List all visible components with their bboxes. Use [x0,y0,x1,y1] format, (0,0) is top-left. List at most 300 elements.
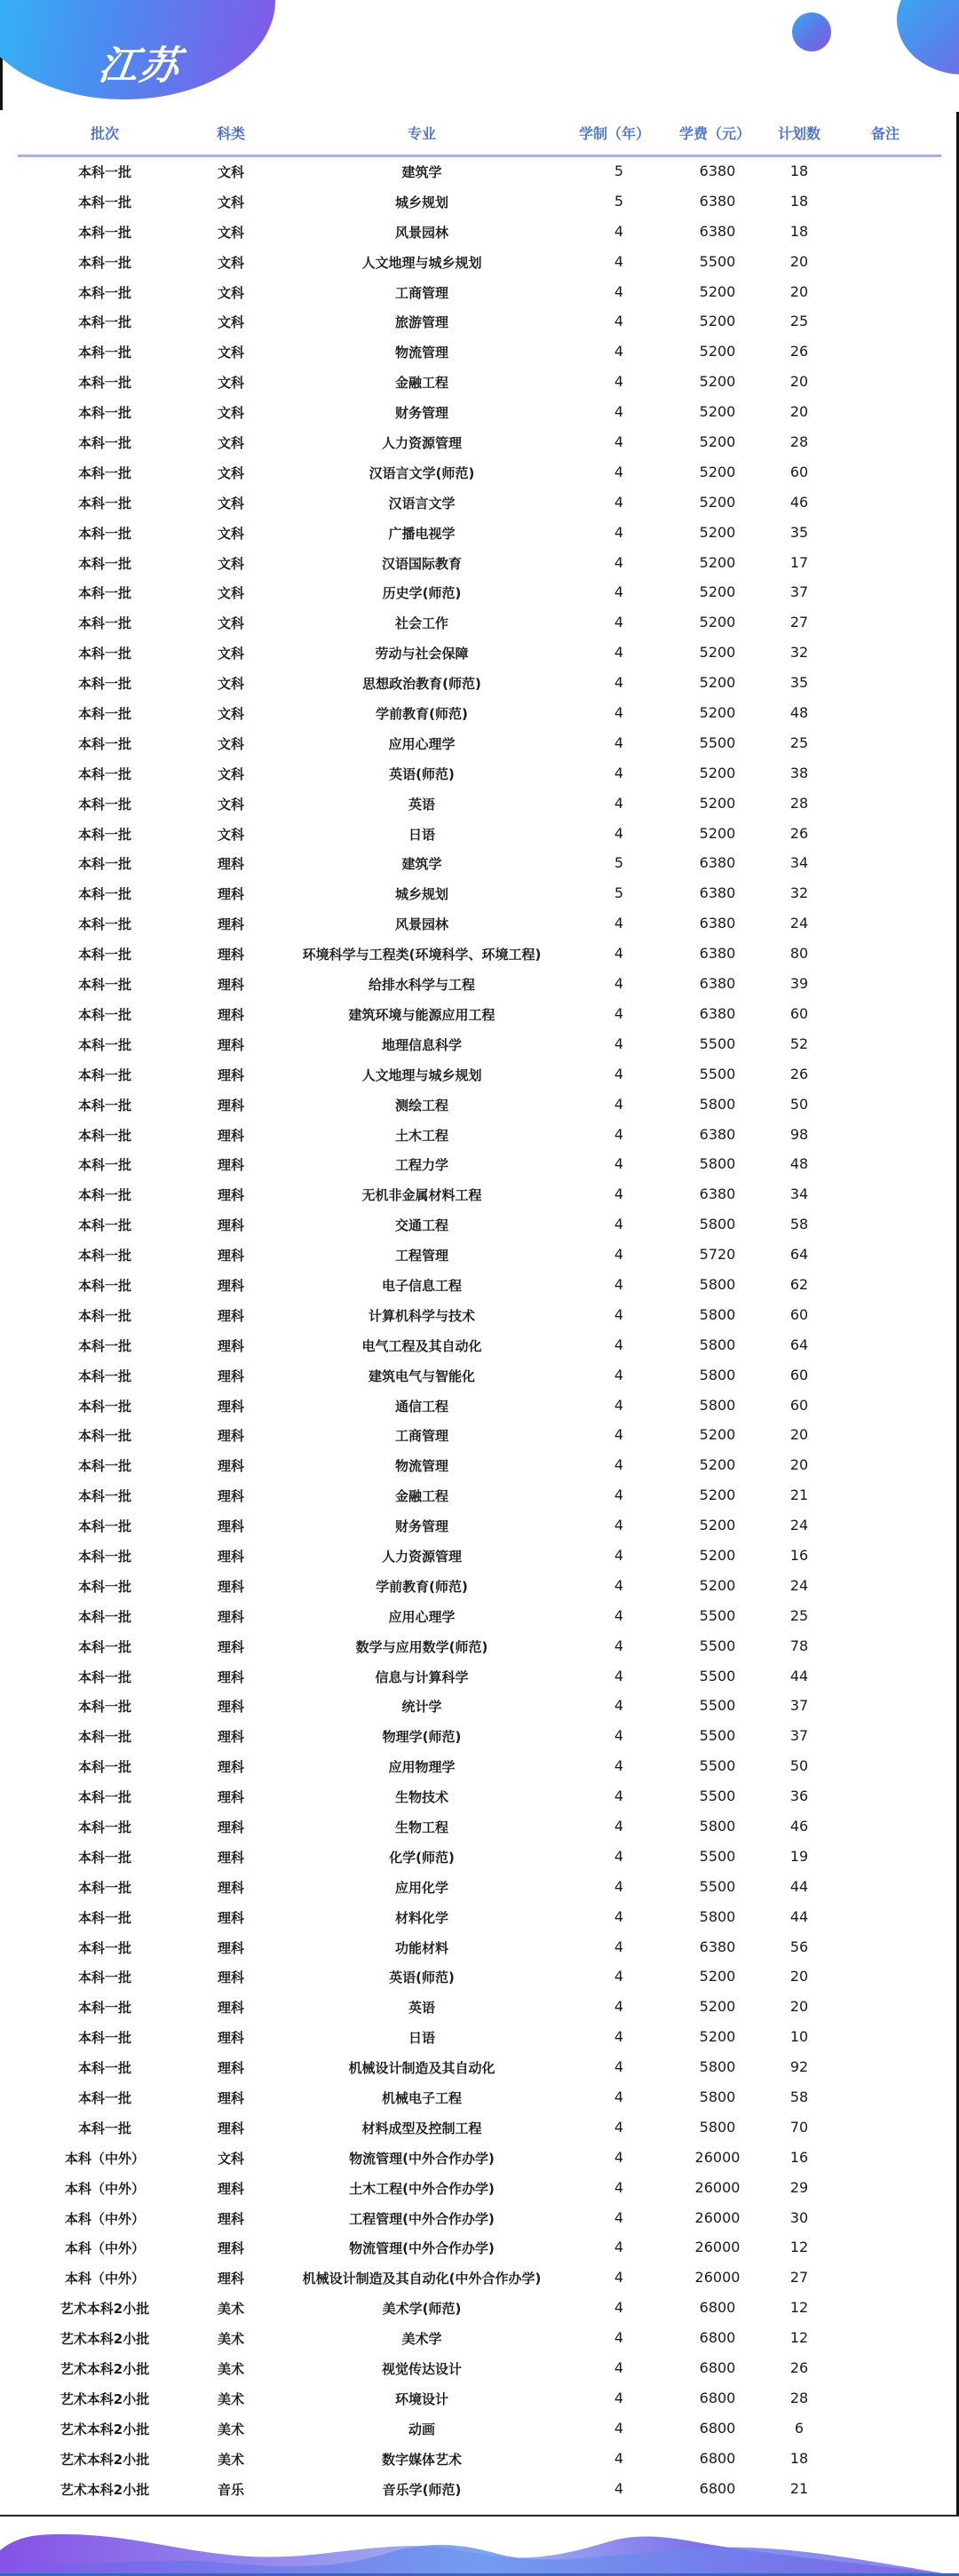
cell-major: 应用化学 [394,1879,449,1896]
cell-batch: 本科一批 [77,284,132,301]
cell-batch: 本科一批 [77,615,132,632]
cell-batch: 本科一批 [77,1608,132,1625]
cell-category: 理科 [217,2271,245,2287]
table-row [0,2203,959,2233]
cell-quota: 56 [789,1938,809,1955]
cell-major: 英语 [408,2000,436,2017]
cell-quota: 20 [789,282,809,300]
page-title: 江苏 [95,44,184,89]
cell-duration: 4 [614,945,624,963]
cell-major: 人文地理与城乡规划 [361,254,482,271]
cell-tuition: 5800 [699,2058,736,2076]
table-row [0,668,959,698]
cell-tuition: 5200 [699,2028,736,2046]
table-row [0,217,959,247]
table-row [0,2323,959,2353]
cell-quota: 18 [789,222,809,240]
table-row [0,2414,959,2444]
cell-tuition: 5200 [699,1486,736,1504]
cell-tuition: 5200 [699,824,736,842]
cell-major: 应用物理学 [388,1759,456,1776]
cell-tuition: 6380 [699,945,736,963]
cell-duration: 4 [614,433,624,451]
cell-quota: 20 [789,252,809,270]
cell-tuition: 5200 [699,1517,736,1534]
cell-category: 文科 [217,585,245,602]
cell-category: 文科 [217,706,245,723]
cell-category: 理科 [217,1006,245,1023]
cell-tuition: 5200 [699,282,736,300]
cell-duration: 4 [614,1486,624,1504]
table-row [0,1902,959,1932]
cell-tuition: 5200 [699,1456,736,1474]
cell-quota: 24 [789,1517,809,1534]
cell-major: 信息与计算科学 [375,1668,469,1685]
cell-major: 人力资源管理 [381,435,463,452]
cell-major: 环境设计 [394,2390,449,2407]
cell-major: 旅游管理 [394,314,449,331]
table-row [0,1300,959,1330]
cell-quota: 62 [789,1275,809,1293]
table-row [0,2293,959,2323]
column-header-category: 科类 [216,125,246,142]
cell-major: 日语 [408,826,436,843]
cell-quota: 25 [789,733,809,751]
cell-major: 功能材料 [394,1939,449,1956]
cell-category: 文科 [217,495,245,511]
cell-category: 文科 [217,826,245,843]
table-row [0,1631,959,1661]
cell-duration: 4 [614,1275,624,1293]
cell-tuition: 5800 [699,1366,736,1383]
cell-quota: 17 [789,553,809,571]
cell-duration: 4 [614,373,624,391]
cell-quota: 34 [789,854,809,872]
cell-duration: 4 [614,1095,624,1113]
cell-category: 理科 [217,1849,245,1866]
cell-major: 人文地理与城乡规划 [361,1066,482,1083]
cell-quota: 21 [789,1486,809,1504]
cell-quota: 20 [789,373,809,391]
table-row [0,878,959,908]
cell-category: 文科 [217,194,245,210]
table-row [0,2143,959,2173]
cell-batch: 本科一批 [77,1518,132,1535]
cell-tuition: 5200 [699,553,736,571]
table-row [0,1360,959,1391]
cell-duration: 4 [614,1426,624,1444]
cell-tuition: 5200 [699,764,736,781]
cell-batch: 本科一批 [77,1157,132,1174]
cell-tuition: 6800 [699,2419,736,2437]
cell-duration: 4 [614,614,624,631]
cell-major: 建筑环境与能源应用工程 [348,1006,495,1023]
cell-major: 地理信息科学 [381,1036,463,1053]
cell-duration: 4 [614,2479,624,2497]
cell-duration: 4 [614,1757,624,1775]
cell-major: 化学(师范) [389,1849,455,1866]
cell-quota: 27 [789,614,809,631]
cell-batch: 本科一批 [77,1638,132,1655]
cell-batch: 本科一批 [77,2120,132,2136]
cell-batch: 本科一批 [77,1398,132,1415]
cell-quota: 28 [789,2389,809,2406]
cell-major: 日语 [408,2030,436,2047]
cell-batch: 本科一批 [77,164,132,180]
cell-tuition: 5800 [699,1155,736,1173]
cell-quota: 48 [789,704,809,722]
cell-batch: 本科一批 [77,765,132,782]
cell-batch: 艺术本科2小批 [59,2361,150,2378]
cell-tuition: 5800 [699,1305,736,1323]
cell-category: 文科 [217,735,245,752]
cell-quota: 20 [789,1968,809,1986]
cell-major: 给排水科学与工程 [368,977,476,994]
cell-batch: 本科一批 [77,1849,132,1866]
table-row [0,1450,959,1480]
cell-tuition: 6800 [699,2389,736,2406]
cell-category: 美术 [217,2301,245,2318]
cell-quota: 26 [789,824,809,842]
cell-category: 理科 [217,1248,245,1264]
cell-tuition: 6800 [699,2449,736,2467]
cell-category: 理科 [217,1909,245,1926]
cell-tuition: 5200 [699,1576,736,1594]
cell-category: 理科 [217,1668,245,1685]
cell-quota: 30 [789,2208,809,2226]
cell-category: 文科 [217,525,245,542]
cell-category: 文科 [217,314,245,331]
cell-tuition: 5800 [699,1907,736,1925]
cell-major: 英语(师范) [389,1970,455,1986]
cell-batch: 本科（中外） [64,2150,146,2167]
cell-duration: 4 [614,222,624,240]
cell-major: 物流管理(中外合作办学) [349,2150,495,2167]
cell-batch: 本科一批 [77,1036,132,1053]
cell-major: 广播电视学 [388,525,456,542]
cell-batch: 本科一批 [77,405,132,422]
cell-category: 美术 [217,2451,245,2468]
cell-tuition: 5500 [699,1847,736,1865]
cell-batch: 本科一批 [77,1699,132,1716]
cell-tuition: 5200 [699,1546,736,1564]
cell-batch: 本科一批 [77,1428,132,1445]
cell-quota: 50 [789,1757,809,1775]
cell-quota: 35 [789,523,809,541]
cell-duration: 4 [614,493,624,511]
cell-major: 财务管理 [394,405,449,422]
cell-major: 历史学(师范) [382,585,462,602]
cell-quota: 19 [789,1847,809,1865]
cell-major: 通信工程 [394,1398,449,1415]
cell-quota: 25 [789,313,809,330]
cell-batch: 本科一批 [77,1307,132,1324]
cell-tuition: 6380 [699,975,736,993]
cell-major: 应用心理学 [388,735,456,752]
table-row [0,2232,959,2263]
cell-quota: 16 [789,2148,809,2166]
cell-quota: 64 [789,1246,809,1264]
cell-duration: 4 [614,1366,624,1383]
table-row [0,1209,959,1240]
cell-tuition: 5200 [699,463,736,480]
cell-category: 理科 [217,1307,245,1324]
table-row [0,607,959,638]
cell-tuition: 5200 [699,343,736,361]
cell-tuition: 6800 [699,2479,736,2497]
table-row [0,2474,959,2504]
cell-batch: 本科一批 [77,1548,132,1565]
cell-tuition: 5200 [699,313,736,330]
cell-batch: 本科一批 [77,1970,132,1986]
cell-quota: 60 [789,1004,809,1022]
cell-category: 理科 [217,1127,245,1144]
cell-batch: 本科一批 [77,314,132,331]
cell-quota: 12 [789,2239,809,2256]
cell-category: 理科 [217,1097,245,1114]
cell-batch: 本科一批 [77,345,132,361]
cell-category: 理科 [217,2000,245,2017]
cell-major: 社会工作 [394,615,449,632]
cell-quota: 18 [789,192,809,210]
cell-batch: 艺术本科2小批 [59,2451,150,2468]
cell-major: 统计学 [401,1699,442,1716]
cell-tuition: 5800 [699,2089,736,2105]
cell-quota: 52 [789,1034,809,1052]
table-row [0,548,959,578]
cell-tuition: 6380 [699,1185,736,1203]
cell-quota: 25 [789,1606,809,1624]
column-header-quota: 计划数 [777,125,821,142]
table-row [0,1480,959,1510]
table-row [0,1691,959,1721]
table-row [0,969,959,999]
cell-quota: 60 [789,463,809,480]
cell-batch: 本科（中外） [64,2210,146,2227]
cell-batch: 本科一批 [77,1277,132,1294]
table-row [0,1932,959,1962]
cell-category: 理科 [217,1187,245,1204]
cell-tuition: 5200 [699,794,736,812]
cell-duration: 4 [614,523,624,541]
cell-duration: 4 [614,824,624,842]
cell-duration: 4 [614,2269,624,2287]
cell-category: 理科 [217,1759,245,1776]
cell-tuition: 5500 [699,1637,736,1654]
cell-duration: 4 [614,2178,624,2196]
cell-batch: 本科一批 [77,1006,132,1023]
cell-batch: 本科一批 [77,826,132,843]
cell-duration: 4 [614,1787,624,1805]
cell-quota: 27 [789,2269,809,2287]
table-row [0,819,959,849]
cell-duration: 4 [614,1517,624,1534]
cell-major: 交通工程 [394,1217,449,1234]
cell-batch: 艺术本科2小批 [59,2331,150,2348]
cell-quota: 28 [789,794,809,812]
cell-major: 工程管理 [394,1248,449,1264]
table-row [0,1179,959,1209]
cell-category: 理科 [217,2240,245,2257]
cell-category: 理科 [217,947,245,963]
cell-batch: 本科一批 [77,585,132,602]
cell-duration: 5 [614,884,624,902]
cell-quota: 6 [794,2419,804,2437]
cell-duration: 4 [614,1576,624,1594]
cell-major: 物理学(师范) [382,1729,462,1746]
cell-duration: 4 [614,733,624,751]
cell-tuition: 5500 [699,1787,736,1805]
cell-quota: 37 [789,1727,809,1745]
cell-duration: 4 [614,1938,624,1955]
cell-tuition: 5200 [699,493,736,511]
cell-tuition: 6380 [699,192,736,210]
table-row [0,1601,959,1631]
cell-major: 思想政治教育(师范) [362,676,481,693]
table-row [0,789,959,819]
table-row [0,1872,959,1902]
cell-tuition: 5800 [699,1817,736,1835]
cell-quota: 36 [789,1787,809,1805]
cell-category: 文科 [217,435,245,452]
table-row [0,1149,959,1179]
cell-duration: 4 [614,1305,624,1323]
cell-batch: 本科一批 [77,1729,132,1746]
cell-duration: 4 [614,1727,624,1745]
table-row [0,1090,959,1120]
cell-major: 数字媒体艺术 [381,2451,463,2468]
cell-duration: 4 [614,2389,624,2406]
cell-quota: 37 [789,583,809,601]
cell-batch: 本科一批 [77,977,132,994]
table-row [0,337,959,367]
cell-quota: 35 [789,674,809,692]
cell-quota: 16 [789,1546,809,1564]
table-row [0,487,959,518]
cell-quota: 64 [789,1336,809,1353]
table-row [0,186,959,217]
cell-batch: 本科一批 [77,1488,132,1505]
cell-tuition: 5800 [699,2118,736,2136]
cell-duration: 4 [614,2148,624,2166]
table-row [0,1120,959,1150]
table-row [0,1029,959,1059]
table-row [0,2383,959,2414]
cell-tuition: 5200 [699,373,736,391]
cell-batch: 本科一批 [77,1066,132,1083]
cell-batch: 本科一批 [77,2000,132,2017]
cell-duration: 5 [614,854,624,872]
cell-tuition: 5500 [699,1667,736,1684]
cell-quota: 12 [789,2299,809,2317]
cell-tuition: 5800 [699,1095,736,1113]
cell-tuition: 5200 [699,704,736,722]
cell-duration: 4 [614,463,624,480]
cell-tuition: 6800 [699,2299,736,2317]
cell-duration: 4 [614,915,624,932]
cell-duration: 4 [614,1667,624,1684]
cell-quota: 60 [789,1366,809,1383]
cell-category: 文科 [217,555,245,572]
cell-duration: 4 [614,1396,624,1414]
cell-duration: 5 [614,162,624,179]
cell-major: 工商管理 [394,1428,449,1445]
cell-quota: 44 [789,1667,809,1684]
cell-quota: 58 [789,1216,809,1233]
cell-batch: 本科一批 [77,1337,132,1354]
cell-duration: 4 [614,1606,624,1624]
cell-major: 建筑学 [401,856,442,873]
cell-major: 建筑电气与智能化 [368,1367,476,1384]
cell-category: 理科 [217,1277,245,1294]
cell-category: 文科 [217,405,245,422]
cell-major: 电子信息工程 [381,1277,463,1294]
cell-major: 风景园林 [394,224,449,241]
cell-batch: 本科一批 [77,1939,132,1956]
cell-major: 机械电子工程 [381,2090,463,2106]
cell-batch: 本科一批 [77,2060,132,2077]
cell-tuition: 26000 [694,2269,741,2287]
cell-category: 文科 [217,615,245,632]
column-header-duration: 学制（年） [578,125,651,142]
table-row [0,758,959,789]
cell-batch: 本科一批 [77,646,132,662]
cell-duration: 4 [614,2419,624,2437]
cell-category: 理科 [217,1458,245,1475]
column-header-tuition: 学费（元） [678,125,751,142]
cell-tuition: 5200 [699,614,736,631]
cell-duration: 4 [614,343,624,361]
table-row [0,1059,959,1090]
cell-major: 学前教育(师范) [376,706,468,723]
cell-duration: 4 [614,252,624,270]
cell-quota: 44 [789,1877,809,1895]
cell-tuition: 26000 [694,2178,741,2196]
table-row [0,2052,959,2082]
cell-category: 文科 [217,646,245,662]
table-row [0,2022,959,2052]
cell-tuition: 6800 [699,2359,736,2377]
cell-quota: 46 [789,1817,809,1835]
table-row [0,638,959,668]
cell-quota: 39 [789,975,809,993]
cell-batch: 艺术本科2小批 [59,2301,150,2318]
cell-quota: 21 [789,2479,809,2497]
cell-quota: 20 [789,1456,809,1474]
cell-quota: 24 [789,1576,809,1594]
cell-category: 文科 [217,2150,245,2167]
cell-tuition: 26000 [694,2148,741,2166]
cell-quota: 38 [789,764,809,781]
cell-duration: 4 [614,1847,624,1865]
cell-major: 环境科学与工程类(环境科学、环境工程) [302,947,542,963]
cell-quota: 32 [789,884,809,902]
cell-major: 工程管理(中外合作办学) [349,2210,495,2227]
table-row [0,1571,959,1601]
cell-tuition: 5500 [699,1065,736,1082]
table-row [0,518,959,548]
cell-category: 文科 [217,345,245,361]
cell-batch: 本科一批 [77,194,132,210]
cell-tuition: 5500 [699,1697,736,1715]
cell-batch: 本科一批 [77,1127,132,1144]
cell-duration: 5 [614,192,624,210]
cell-duration: 4 [614,704,624,722]
cell-category: 理科 [217,1879,245,1896]
cell-category: 理科 [217,1548,245,1565]
table-row [0,1781,959,1811]
table-row [0,397,959,427]
